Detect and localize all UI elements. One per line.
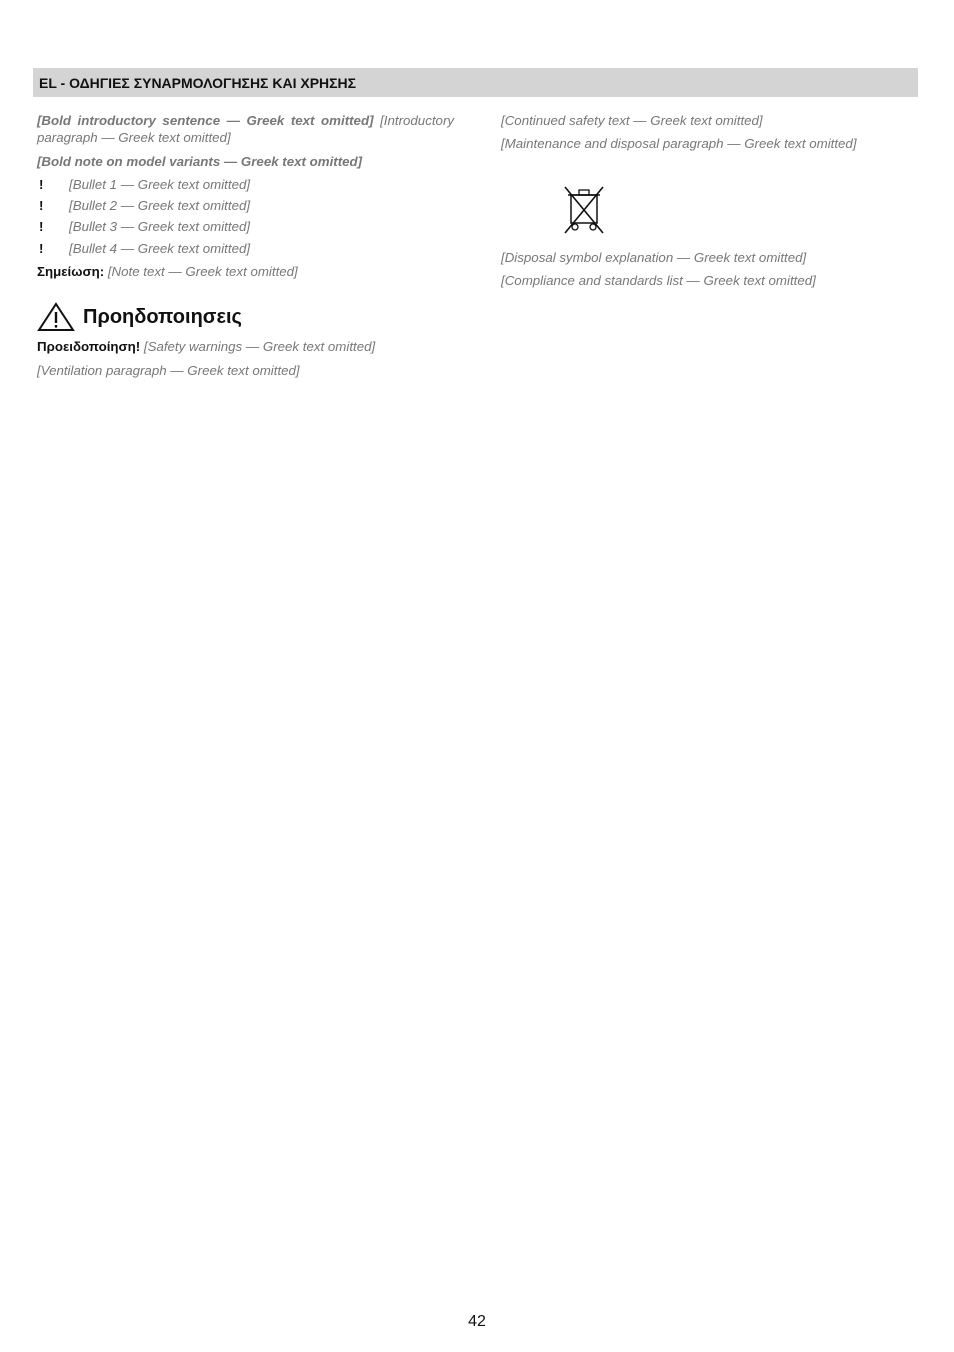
list-item xyxy=(37,240,454,257)
caution-text: [Safety warnings — Greek text omitted] xyxy=(143,339,376,355)
page-number: 42 xyxy=(468,1313,486,1330)
list-item-text: [Bullet 3 — Greek text omitted] xyxy=(69,219,251,235)
symbol-paragraph: [Disposal symbol explanation — Greek text omitted] xyxy=(501,249,807,265)
exclamation-icon: ! xyxy=(39,198,44,214)
list-item-text: [Bullet 2 — Greek text omitted] xyxy=(69,198,251,214)
section-header-bar xyxy=(33,68,918,97)
warnings-heading xyxy=(37,302,454,332)
exclamation-icon: ! xyxy=(39,219,44,235)
note-text: [Note text — Greek text omitted] xyxy=(107,264,298,280)
ventilation-paragraph: [Ventilation paragraph — Greek text omitted] xyxy=(37,362,300,378)
warning-triangle-icon xyxy=(37,302,75,332)
continuation-paragraph: [Continued safety text — Greek text omitted] xyxy=(501,113,763,128)
warnings-title: Προηδοποιησεις xyxy=(83,305,242,328)
instruction-list xyxy=(37,176,454,257)
intro-paragraph xyxy=(37,112,454,147)
left-column xyxy=(37,112,454,385)
intro-text: [Introductory paragraph — Greek text omitted] xyxy=(37,113,455,146)
crossed-bin-icon xyxy=(561,185,607,237)
section-title: EL - ΟΔΗΓΙΕΣ ΣΥΝΑΡΜΟΛΟΓΗΣΗΣ ΚΑΙ ΧΡΗΣΗΣ xyxy=(39,75,357,91)
maintenance-paragraph: [Maintenance and disposal paragraph — Greek text omitted] xyxy=(501,136,857,152)
list-item-text: [Bullet 1 — Greek text omitted] xyxy=(69,176,251,192)
note-label: Σημείωση: xyxy=(37,264,105,280)
caution-label: Προειδοποίηση! xyxy=(37,339,141,355)
compliance-paragraph: [Compliance and standards list — Greek text omitted] xyxy=(501,273,816,289)
caution-paragraph xyxy=(37,338,454,355)
list-item xyxy=(37,176,454,193)
variants-note: [Bold note on model variants — Greek text omitted] xyxy=(37,153,363,169)
list-item xyxy=(37,218,454,235)
list-item-text: [Bullet 4 — Greek text omitted] xyxy=(69,240,251,256)
note-paragraph xyxy=(37,263,454,280)
exclamation-icon: ! xyxy=(39,176,44,192)
right-column xyxy=(501,112,918,295)
intro-bold-text: [Bold introductory sentence — Greek text omitted] xyxy=(37,113,374,128)
list-item xyxy=(37,197,454,214)
exclamation-icon: ! xyxy=(39,240,44,256)
